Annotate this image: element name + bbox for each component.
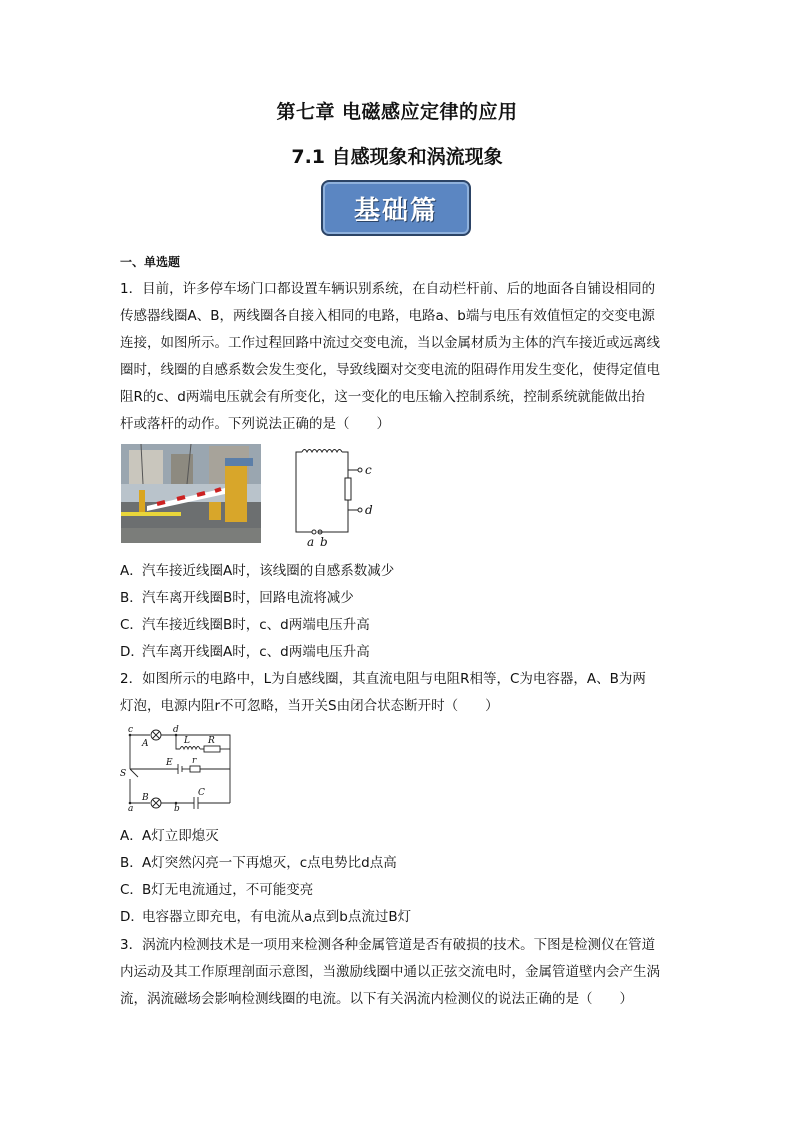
q2-line: 2．如图所示的电路中，L为自感线圈，其直流电阻与电阻R相等，C为电容器，A、B为两 xyxy=(120,671,646,687)
q2-option-c[interactable] xyxy=(120,880,313,900)
fig2-label-S: S xyxy=(120,769,127,779)
fig2-label-R: R xyxy=(208,736,215,746)
question-2-text xyxy=(120,666,680,720)
q1-option-c[interactable] xyxy=(120,615,370,635)
option-label: A． xyxy=(120,828,143,844)
level-badge-text: 基础篇 xyxy=(353,195,438,226)
option-label: D． xyxy=(120,644,144,660)
fig1-label-b: b xyxy=(320,535,328,549)
option-text: B灯无电流通过，不可能变亮 xyxy=(142,882,314,898)
fig2-label-B: B xyxy=(142,793,149,803)
q3-line: 3．涡流内检测技术是一项用来检测各种金属管道是否有破损的技术。下图是检测仪在管道 xyxy=(120,937,656,953)
question-2-circuit xyxy=(118,725,242,811)
q1-option-b[interactable] xyxy=(120,588,354,608)
section-title: 7.1 自感现象和涡流现象 xyxy=(291,146,503,168)
q3-line: 内运动及其工作原理剖面示意图，当激励线圈中通以正弦交流电时，金属管道壁内会产生涡 xyxy=(120,964,660,980)
q2-option-b[interactable] xyxy=(120,853,397,873)
q1-line: 杆或落杆的动作。下列说法正确的是（ ） xyxy=(120,416,390,432)
option-label: C． xyxy=(120,617,143,633)
level-badge-box xyxy=(321,180,471,236)
option-text: 汽车接近线圈A时，该线圈的自感系数减少 xyxy=(142,563,395,579)
fig2-label-a: a xyxy=(128,804,134,811)
option-label: A． xyxy=(120,563,143,579)
fig1-label-d: d xyxy=(365,503,373,517)
q1-line: 阻R的c、d两端电压就会有所变化，这一变化的电压输入控制系统，控制系统就能做出抬 xyxy=(120,389,645,405)
question-1-circuit xyxy=(282,448,382,550)
q2-option-d[interactable] xyxy=(120,907,411,927)
q1-line: 传感器线圈A、B，两线圈各自接入相同的电路，电路a、b端与电压有效值恒定的交变电源 xyxy=(120,308,655,324)
fig2-label-c: c xyxy=(128,725,134,735)
option-text: A灯突然闪亮一下再熄灭，c点电势比d点高 xyxy=(142,855,397,871)
fig2-label-r: r xyxy=(192,756,197,766)
option-label: B． xyxy=(120,590,143,606)
q1-option-a[interactable] xyxy=(120,561,394,581)
fig2-label-A: A xyxy=(142,739,149,749)
option-label: D． xyxy=(120,909,144,925)
fig2-label-E: E xyxy=(166,758,173,768)
option-text: 汽车离开线圈B时，回路电流将减少 xyxy=(142,590,354,606)
section-heading: 一、单选题 xyxy=(120,255,181,269)
option-text: 电容器立即充电，有电流从a点到b点流过B灯 xyxy=(142,909,412,925)
fig2-label-L: L xyxy=(184,736,190,746)
question-1-text xyxy=(120,276,680,438)
q3-line: 流，涡流磁场会影响检测线圈的电流。以下有关涡流内检测仪的说法正确的是（ ） xyxy=(120,991,633,1007)
q2-line: 灯泡，电源内阻r不可忽略，当开关S由闭合状态断开时（ ） xyxy=(120,698,499,714)
option-text: 汽车接近线圈B时，c、d两端电压升高 xyxy=(142,617,370,633)
fig1-label-c: c xyxy=(365,463,372,477)
question-3-text xyxy=(120,932,680,1013)
q2-option-a[interactable] xyxy=(120,826,219,846)
fig1-label-a: a xyxy=(307,535,315,549)
q1-option-d[interactable] xyxy=(120,642,370,662)
option-label: C． xyxy=(120,882,143,898)
q1-line: 1．目前，许多停车场门口都设置车辆识别系统，在自动栏杆前、后的地面各自铺设相同的 xyxy=(120,281,656,297)
option-text: A灯立即熄灭 xyxy=(142,828,219,844)
parking-barrier-photo xyxy=(121,444,261,543)
option-text: 汽车离开线圈A时，c、d两端电压升高 xyxy=(142,644,370,660)
chapter-title: 第七章 电磁感应定律的应用 xyxy=(276,101,518,123)
q1-line: 圈时，线圈的自感系数会发生变化，导致线圈对交变电流的阻碍作用发生变化，使得定值电 xyxy=(120,362,660,378)
fig2-label-b: b xyxy=(174,804,180,811)
q1-line: 连接，如图所示。工作过程回路中流过交变电流，当以金属材质为主体的汽车接近或远离线 xyxy=(120,335,660,351)
option-label: B． xyxy=(120,855,143,871)
fig2-label-C: C xyxy=(198,788,205,798)
fig2-label-d: d xyxy=(173,725,179,735)
level-badge xyxy=(321,180,471,236)
